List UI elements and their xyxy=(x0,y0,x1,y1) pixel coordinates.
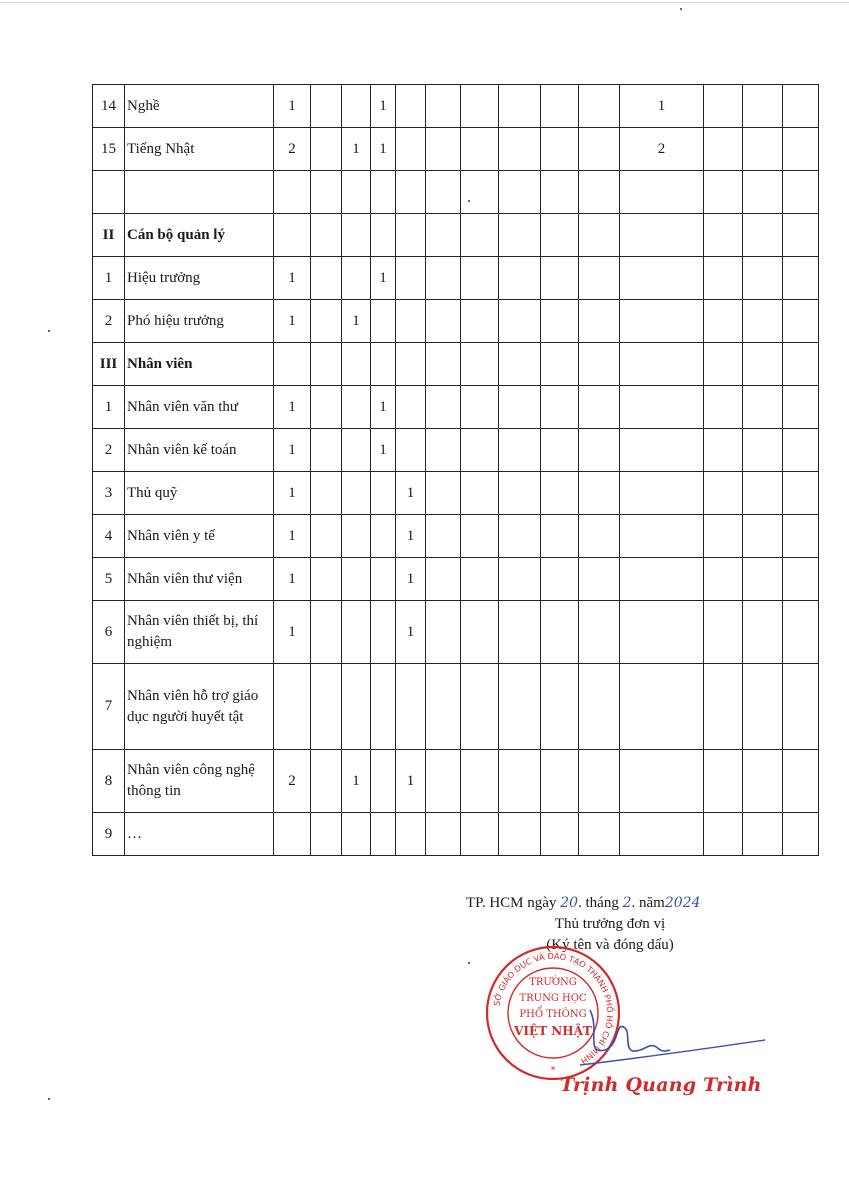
count-cell xyxy=(342,386,371,429)
count-cell xyxy=(461,813,499,856)
count-cell xyxy=(579,171,620,214)
count-cell xyxy=(426,214,461,257)
count-cell xyxy=(783,386,819,429)
row-number: 7 xyxy=(93,664,125,750)
count-cell xyxy=(342,515,371,558)
table-row xyxy=(93,664,819,750)
count-cell xyxy=(371,214,396,257)
count-cell xyxy=(783,601,819,664)
count-cell xyxy=(783,750,819,813)
row-label: Hiệu trưởng xyxy=(125,257,274,300)
count-cell xyxy=(579,128,620,171)
count-cell xyxy=(274,214,311,257)
count-cell xyxy=(426,343,461,386)
count-cell xyxy=(371,343,396,386)
count-cell xyxy=(274,171,311,214)
count-cell xyxy=(499,750,541,813)
row-label: Phó hiệu trưởng xyxy=(125,300,274,343)
table-row xyxy=(93,429,819,472)
count-cell: 1 xyxy=(274,85,311,128)
count-cell xyxy=(579,750,620,813)
count-cell xyxy=(743,601,783,664)
scan-speck xyxy=(468,962,470,964)
count-cell xyxy=(274,343,311,386)
count-cell xyxy=(704,813,743,856)
count-cell xyxy=(579,558,620,601)
count-cell xyxy=(783,85,819,128)
count-cell xyxy=(743,343,783,386)
count-cell xyxy=(371,515,396,558)
count-cell: 1 xyxy=(371,85,396,128)
count-cell xyxy=(342,813,371,856)
count-cell xyxy=(743,85,783,128)
count-cell xyxy=(579,386,620,429)
count-cell: 1 xyxy=(371,257,396,300)
count-cell xyxy=(426,128,461,171)
count-cell xyxy=(342,257,371,300)
count-cell xyxy=(704,343,743,386)
count-cell xyxy=(541,171,579,214)
handwritten-signature xyxy=(560,1000,780,1080)
scan-speck xyxy=(680,8,682,10)
count-cell xyxy=(342,171,371,214)
count-cell xyxy=(579,601,620,664)
stamp-ring-text: SỞ GIÁO DỤC VÀ ĐÀO TẠO THÀNH PHỐ HỒ CHÍ MINH xyxy=(491,950,616,1067)
count-cell xyxy=(426,515,461,558)
row-label: Nhân viên văn thư xyxy=(125,386,274,429)
count-cell xyxy=(461,515,499,558)
count-cell: 1 xyxy=(396,601,426,664)
row-label: Nhân viên kế toán xyxy=(125,429,274,472)
table-row xyxy=(93,813,819,856)
count-cell xyxy=(541,515,579,558)
row-number: 15 xyxy=(93,128,125,171)
count-cell xyxy=(461,558,499,601)
count-cell xyxy=(396,664,426,750)
count-cell xyxy=(311,171,342,214)
row-number: 6 xyxy=(93,601,125,664)
row-label: Nhân viên thư viện xyxy=(125,558,274,601)
count-cell xyxy=(311,472,342,515)
count-cell xyxy=(541,429,579,472)
count-cell xyxy=(499,343,541,386)
count-cell xyxy=(541,664,579,750)
row-label: … xyxy=(125,813,274,856)
count-cell xyxy=(704,300,743,343)
count-cell xyxy=(311,128,342,171)
count-cell xyxy=(426,601,461,664)
count-cell xyxy=(704,515,743,558)
count-cell xyxy=(426,386,461,429)
count-cell xyxy=(579,257,620,300)
count-cell xyxy=(499,472,541,515)
count-cell xyxy=(461,386,499,429)
count-cell xyxy=(342,429,371,472)
count-cell xyxy=(426,429,461,472)
count-cell: 1 xyxy=(274,257,311,300)
count-cell xyxy=(579,343,620,386)
count-cell xyxy=(396,813,426,856)
count-cell: 2 xyxy=(274,128,311,171)
count-cell xyxy=(579,813,620,856)
count-cell xyxy=(499,429,541,472)
count-cell: 1 xyxy=(274,601,311,664)
count-cell xyxy=(620,429,704,472)
count-cell: 1 xyxy=(396,558,426,601)
month-handwritten: 2 xyxy=(622,895,632,911)
row-number: 5 xyxy=(93,558,125,601)
count-cell xyxy=(311,515,342,558)
count-cell xyxy=(620,171,704,214)
count-cell xyxy=(579,664,620,750)
count-cell xyxy=(743,386,783,429)
count-cell xyxy=(620,558,704,601)
row-number: 1 xyxy=(93,386,125,429)
row-label: Nhân viên xyxy=(125,343,274,386)
table-row xyxy=(93,558,819,601)
count-cell xyxy=(743,813,783,856)
year-handwritten: 2024 xyxy=(664,895,701,911)
count-cell: 1 xyxy=(274,472,311,515)
month-label: tháng xyxy=(585,895,619,911)
count-cell xyxy=(783,300,819,343)
count-cell xyxy=(274,664,311,750)
count-cell xyxy=(579,472,620,515)
count-cell xyxy=(743,128,783,171)
table-row xyxy=(93,300,819,343)
row-number: III xyxy=(93,343,125,386)
count-cell xyxy=(620,813,704,856)
count-cell xyxy=(461,429,499,472)
count-cell xyxy=(499,300,541,343)
count-cell: 1 xyxy=(396,515,426,558)
staff-table xyxy=(92,84,819,856)
count-cell: 1 xyxy=(620,85,704,128)
count-cell xyxy=(461,171,499,214)
row-label: Cán bộ quản lý xyxy=(125,214,274,257)
count-cell: 1 xyxy=(396,750,426,813)
count-cell xyxy=(311,429,342,472)
count-cell xyxy=(426,85,461,128)
scan-speck xyxy=(48,330,50,332)
stamp-line-1: TRƯỜNG xyxy=(529,977,577,988)
count-cell xyxy=(461,601,499,664)
count-cell xyxy=(499,128,541,171)
count-cell xyxy=(499,171,541,214)
day-handwritten: 20 xyxy=(560,895,579,911)
count-cell xyxy=(704,128,743,171)
count-cell xyxy=(371,300,396,343)
count-cell xyxy=(704,257,743,300)
count-cell xyxy=(499,664,541,750)
row-number: 2 xyxy=(93,300,125,343)
count-cell xyxy=(461,85,499,128)
row-label: Nhân viên công nghệ thông tin xyxy=(125,750,274,813)
count-cell xyxy=(342,664,371,750)
table-row xyxy=(93,515,819,558)
count-cell xyxy=(783,128,819,171)
count-cell: 1 xyxy=(274,515,311,558)
row-label: Nhân viên hỗ trợ giáo dục người huyết tật xyxy=(125,664,274,750)
count-cell xyxy=(743,472,783,515)
count-cell xyxy=(461,214,499,257)
count-cell xyxy=(342,601,371,664)
count-cell xyxy=(620,257,704,300)
count-cell xyxy=(311,386,342,429)
count-cell xyxy=(461,257,499,300)
count-cell xyxy=(579,300,620,343)
row-number: 2 xyxy=(93,429,125,472)
count-cell xyxy=(499,601,541,664)
count-cell xyxy=(499,813,541,856)
count-cell xyxy=(311,257,342,300)
row-label: Thủ quỹ xyxy=(125,472,274,515)
count-cell xyxy=(396,128,426,171)
count-cell xyxy=(311,813,342,856)
count-cell xyxy=(704,429,743,472)
count-cell xyxy=(541,300,579,343)
staff-table-body xyxy=(93,85,819,856)
year-label: năm xyxy=(639,895,665,911)
table-row xyxy=(93,128,819,171)
count-cell xyxy=(541,558,579,601)
count-cell xyxy=(620,750,704,813)
count-cell xyxy=(342,472,371,515)
count-cell xyxy=(541,813,579,856)
count-cell xyxy=(620,300,704,343)
count-cell: 2 xyxy=(274,750,311,813)
count-cell xyxy=(499,386,541,429)
count-cell xyxy=(371,750,396,813)
count-cell xyxy=(704,750,743,813)
table-row xyxy=(93,343,819,386)
count-cell xyxy=(311,750,342,813)
count-cell xyxy=(499,558,541,601)
count-cell xyxy=(620,601,704,664)
count-cell: 1 xyxy=(274,558,311,601)
count-cell xyxy=(541,128,579,171)
row-label: Nhân viên thiết bị, thí nghiệm xyxy=(125,601,274,664)
count-cell xyxy=(461,750,499,813)
count-cell xyxy=(743,664,783,750)
count-cell xyxy=(620,664,704,750)
table-row xyxy=(93,85,819,128)
count-cell xyxy=(743,300,783,343)
count-cell xyxy=(704,664,743,750)
count-cell xyxy=(371,171,396,214)
row-label: Tiếng Nhật xyxy=(125,128,274,171)
count-cell xyxy=(371,472,396,515)
count-cell xyxy=(704,85,743,128)
count-cell: 1 xyxy=(342,750,371,813)
count-cell xyxy=(396,300,426,343)
row-number: 3 xyxy=(93,472,125,515)
row-number: 1 xyxy=(93,257,125,300)
table-row xyxy=(93,171,819,214)
count-cell xyxy=(274,813,311,856)
count-cell xyxy=(461,128,499,171)
count-cell xyxy=(783,558,819,601)
count-cell xyxy=(426,664,461,750)
count-cell xyxy=(541,257,579,300)
count-cell xyxy=(311,664,342,750)
count-cell xyxy=(704,558,743,601)
count-cell xyxy=(783,171,819,214)
count-cell xyxy=(499,85,541,128)
count-cell: 1 xyxy=(274,429,311,472)
count-cell xyxy=(743,214,783,257)
count-cell xyxy=(342,214,371,257)
count-cell xyxy=(783,472,819,515)
count-cell xyxy=(743,558,783,601)
count-cell: 1 xyxy=(371,386,396,429)
table-row xyxy=(93,472,819,515)
count-cell xyxy=(620,214,704,257)
count-cell xyxy=(743,257,783,300)
sign-note: (Ký tên và đóng dấu) xyxy=(546,937,674,953)
count-cell xyxy=(342,85,371,128)
count-cell xyxy=(620,343,704,386)
row-number: 8 xyxy=(93,750,125,813)
count-cell xyxy=(541,386,579,429)
count-cell xyxy=(311,85,342,128)
signature-stroke xyxy=(590,1010,670,1051)
count-cell xyxy=(396,214,426,257)
count-cell xyxy=(541,214,579,257)
count-cell xyxy=(371,813,396,856)
count-cell xyxy=(579,214,620,257)
table-row xyxy=(93,214,819,257)
count-cell xyxy=(371,601,396,664)
count-cell xyxy=(396,343,426,386)
count-cell xyxy=(620,386,704,429)
count-cell xyxy=(371,664,396,750)
signature-underline xyxy=(580,1040,765,1065)
count-cell xyxy=(311,300,342,343)
count-cell xyxy=(783,664,819,750)
count-cell xyxy=(620,472,704,515)
table-row xyxy=(93,601,819,664)
count-cell: 1 xyxy=(396,472,426,515)
count-cell xyxy=(342,558,371,601)
count-cell xyxy=(579,429,620,472)
count-cell xyxy=(783,257,819,300)
row-number: 14 xyxy=(93,85,125,128)
count-cell: 1 xyxy=(371,128,396,171)
row-number: 9 xyxy=(93,813,125,856)
count-cell xyxy=(499,214,541,257)
scan-speck xyxy=(48,1098,50,1100)
table-row xyxy=(93,257,819,300)
count-cell xyxy=(342,343,371,386)
count-cell xyxy=(426,171,461,214)
count-cell xyxy=(579,85,620,128)
count-cell xyxy=(541,472,579,515)
row-number xyxy=(93,171,125,214)
count-cell xyxy=(426,813,461,856)
count-cell xyxy=(783,214,819,257)
count-cell: 1 xyxy=(274,386,311,429)
count-cell xyxy=(743,429,783,472)
count-cell xyxy=(461,472,499,515)
count-cell xyxy=(396,85,426,128)
count-cell xyxy=(461,664,499,750)
count-cell xyxy=(311,601,342,664)
stamp-line-4: VIỆT NHẬT xyxy=(514,1024,592,1038)
count-cell: 1 xyxy=(274,300,311,343)
count-cell xyxy=(461,343,499,386)
count-cell xyxy=(704,472,743,515)
count-cell xyxy=(426,472,461,515)
row-label: Nhân viên y tế xyxy=(125,515,274,558)
place-date-line: TP. HCM ngày 20. tháng 2. năm2024 xyxy=(466,895,701,911)
count-cell xyxy=(541,601,579,664)
count-cell xyxy=(499,257,541,300)
count-cell: 2 xyxy=(620,128,704,171)
count-cell: 1 xyxy=(342,300,371,343)
count-cell xyxy=(579,515,620,558)
row-number: II xyxy=(93,214,125,257)
count-cell xyxy=(371,558,396,601)
count-cell xyxy=(541,750,579,813)
count-cell xyxy=(620,515,704,558)
count-cell xyxy=(396,257,426,300)
count-cell xyxy=(743,750,783,813)
count-cell xyxy=(499,515,541,558)
stamp-line-2: TRUNG HỌC xyxy=(519,993,587,1004)
row-number: 4 xyxy=(93,515,125,558)
count-cell xyxy=(311,558,342,601)
count-cell: 1 xyxy=(342,128,371,171)
table-row xyxy=(93,386,819,429)
count-cell xyxy=(783,429,819,472)
place-date-prefix: TP. HCM ngày xyxy=(466,895,557,911)
stamp-line-3: PHỔ THÔNG xyxy=(519,1009,587,1020)
row-label xyxy=(125,171,274,214)
count-cell xyxy=(743,171,783,214)
count-cell xyxy=(396,429,426,472)
count-cell xyxy=(704,386,743,429)
count-cell xyxy=(541,343,579,386)
row-label: Nghề xyxy=(125,85,274,128)
count-cell xyxy=(704,171,743,214)
stamp-star: * xyxy=(550,1065,556,1076)
count-cell: 1 xyxy=(371,429,396,472)
count-cell xyxy=(783,515,819,558)
count-cell xyxy=(396,171,426,214)
count-cell xyxy=(541,85,579,128)
count-cell xyxy=(396,386,426,429)
signer-name: Trịnh Quang Trình xyxy=(560,1074,762,1096)
count-cell xyxy=(426,300,461,343)
signer-title: Thủ trưởng đơn vị xyxy=(554,916,666,932)
count-cell xyxy=(783,343,819,386)
count-cell xyxy=(426,750,461,813)
table-row xyxy=(93,750,819,813)
count-cell xyxy=(426,257,461,300)
count-cell xyxy=(704,601,743,664)
count-cell xyxy=(311,214,342,257)
count-cell xyxy=(426,558,461,601)
count-cell xyxy=(704,214,743,257)
count-cell xyxy=(783,813,819,856)
scan-edge-line xyxy=(0,2,849,3)
count-cell xyxy=(461,300,499,343)
count-cell xyxy=(743,515,783,558)
count-cell xyxy=(311,343,342,386)
